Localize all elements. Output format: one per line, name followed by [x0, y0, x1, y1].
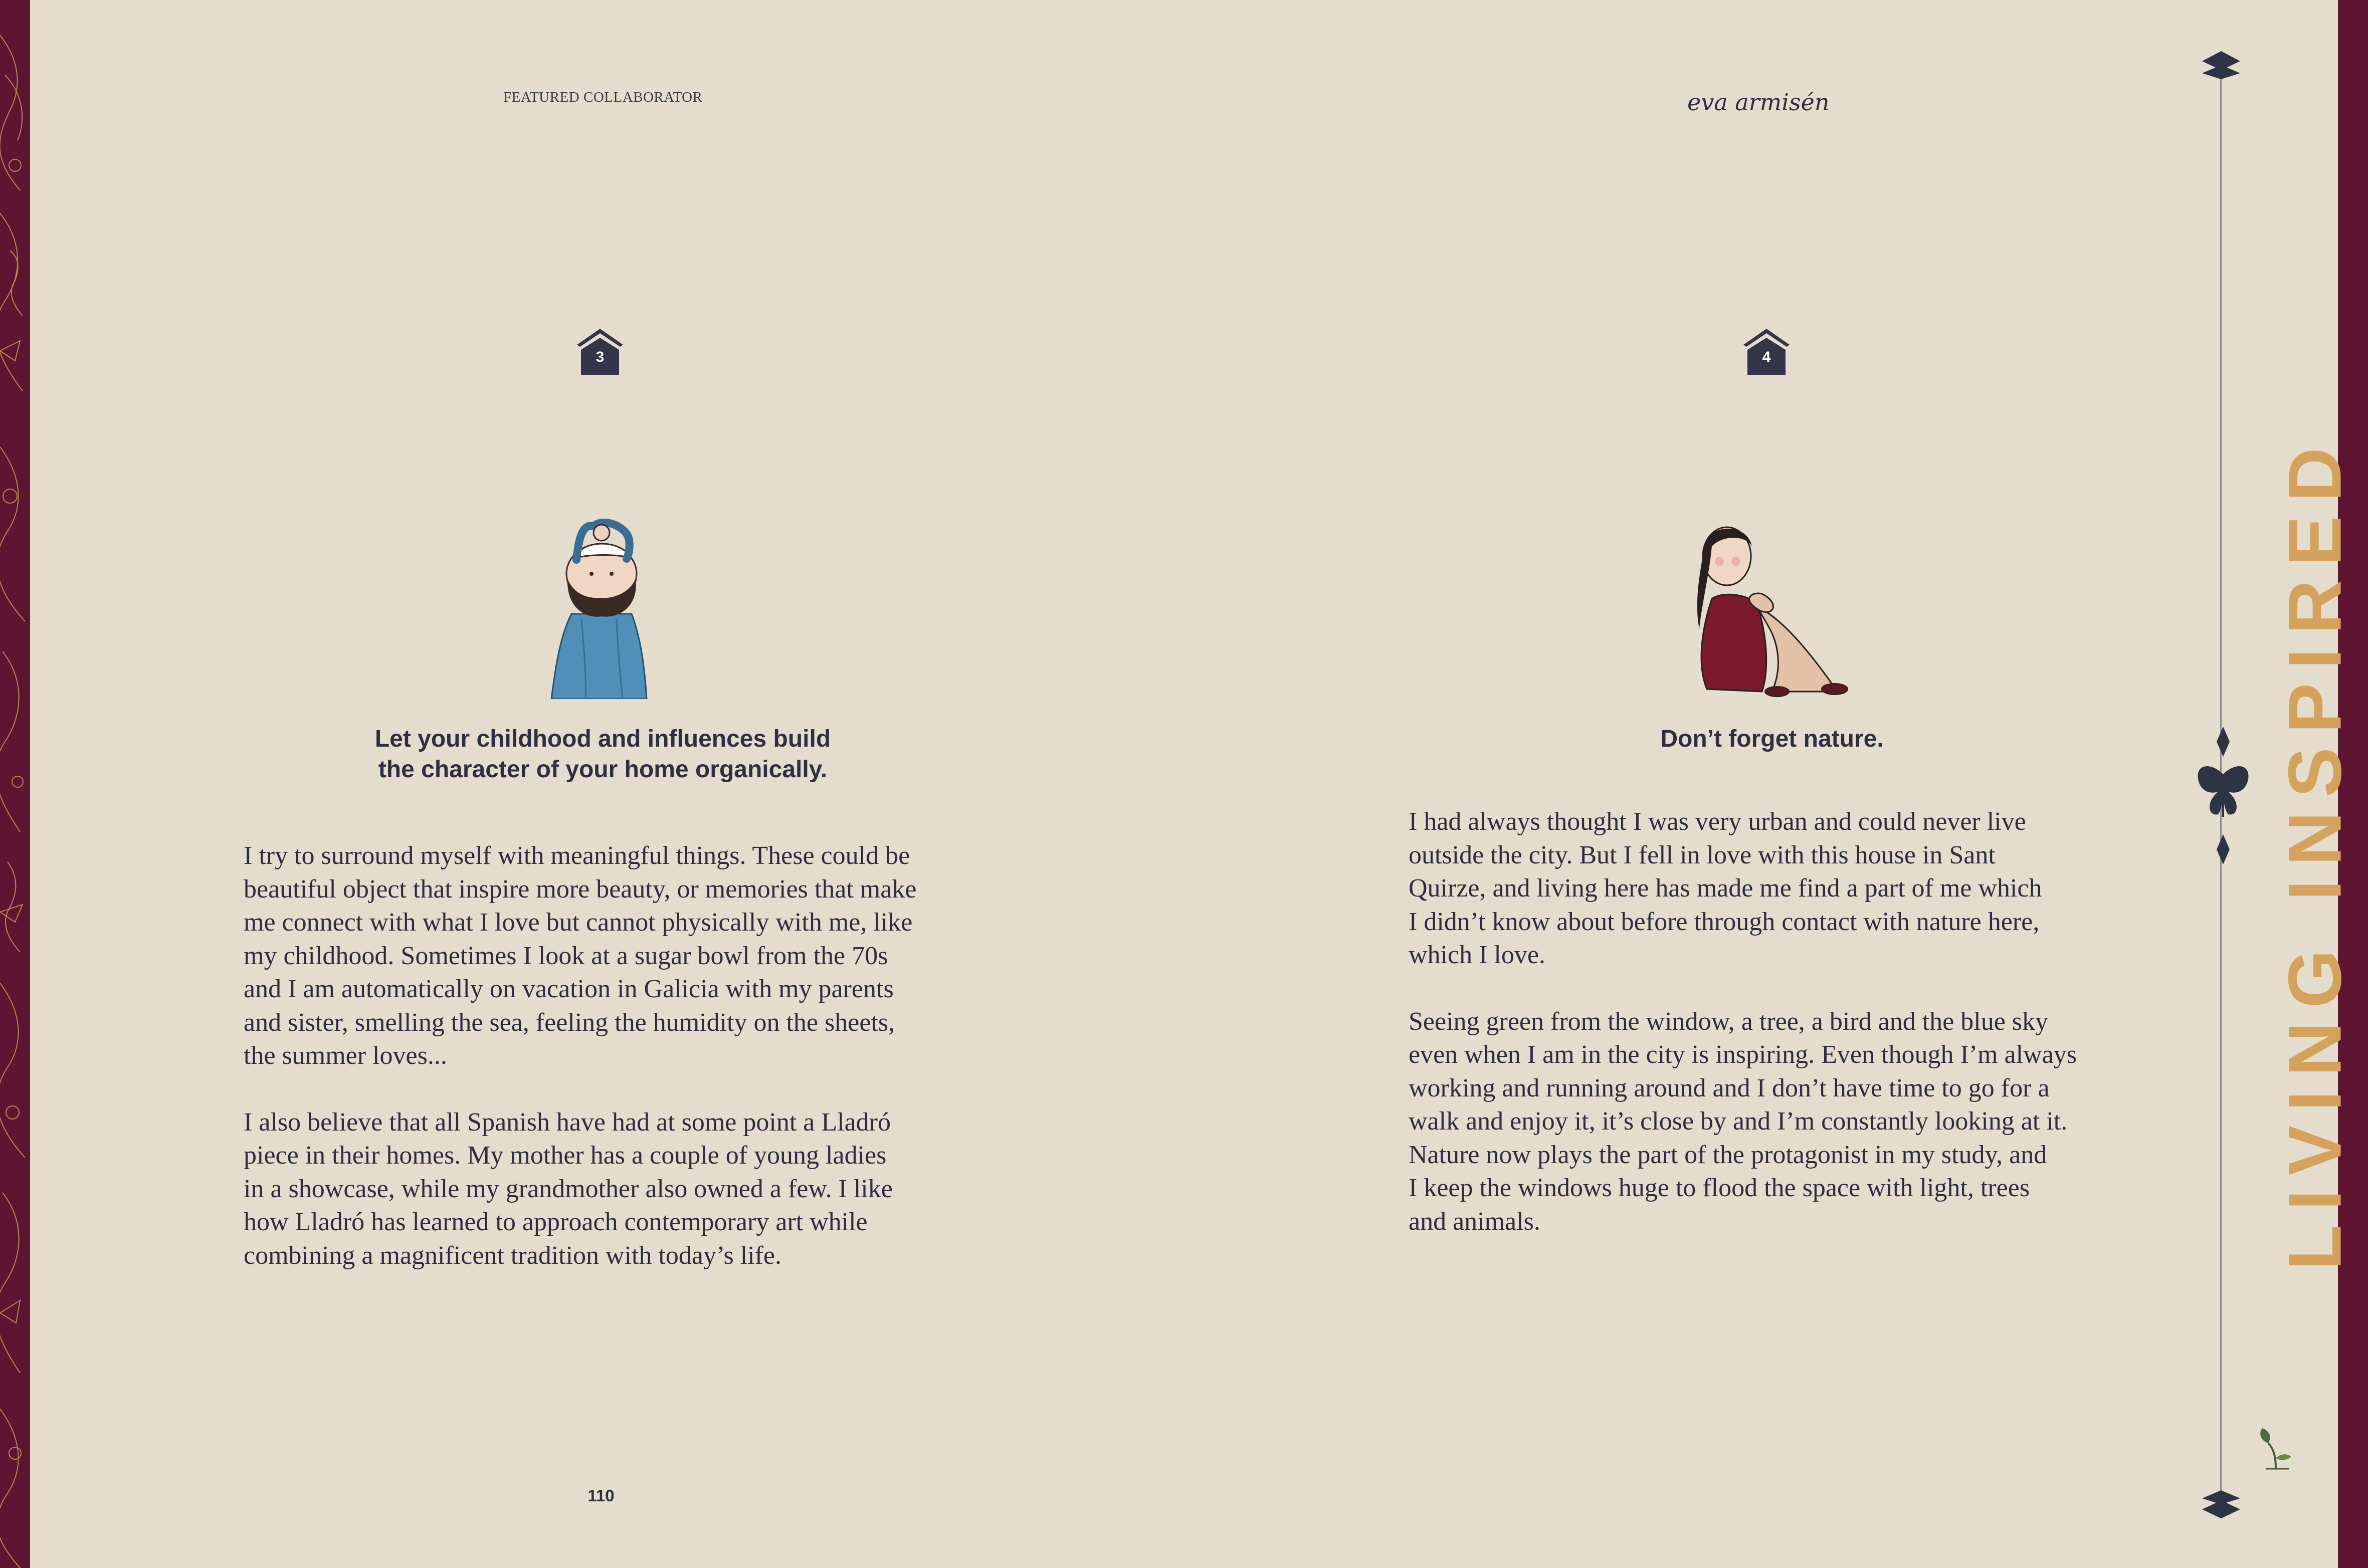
- svg-text:eva armisén: eva armisén: [1687, 89, 1830, 116]
- left-heading-line: Let your childhood and influences build: [374, 726, 831, 752]
- page-number: 110: [587, 1486, 615, 1505]
- woman-illustration: [1682, 519, 1852, 699]
- left-floral-band: [0, 0, 30, 1568]
- vertical-title-text: LIVING INSPIRED: [2272, 433, 2357, 1271]
- left-heading: [281, 724, 925, 785]
- floral-pattern-icon: [0, 0, 30, 1568]
- paragraph: I also believe that all Spanish have had at some point a Lladró piece in their homes. My mother has a couple of young ladies in a showcase, while my grandmother also owned a few. I like how Lladró has learned to approach contemporary art while combining a magnificent tradition with today’s life.: [244, 1107, 893, 1270]
- paragraph: Seeing green from the window, a tree, a bird and the blue sky even when I am in the city is inspiring. Even though I’m always working and running around and I don’t have time to go for a walk and enjoy it, it’s close by and I’m constantly looking at it. Nature now plays the part of the protagonist in my study, and I keep the windows huge to flood the space with light, trees and animals.: [1409, 1007, 2077, 1236]
- paragraph: I try to surround myself with meaningful things. These could be beautiful object that inspire more beauty, or memories that make me connect with what I love but cannot physically with me, like my childhood. Sometimes I look at a sugar bowl from the 70s and I am automatically on vacation in Galicia with my parents and sister, smelling the sea, feeling the humidity on the sheets, the summer loves...: [244, 841, 917, 1070]
- tip-number-badge: [577, 327, 623, 375]
- tip-number: 4: [1762, 349, 1771, 365]
- diamond-icon: [2201, 1489, 2241, 1519]
- left-heading-line: the character of your home organically.: [378, 756, 828, 783]
- child-illustration: [531, 519, 662, 699]
- butterfly-icon: [2196, 727, 2251, 864]
- section-label: FEATURED COLLABORATOR: [503, 89, 703, 105]
- left-body: [244, 839, 975, 1305]
- right-heading: Don’t forget nature.: [1660, 726, 1884, 752]
- paragraph: I had always thought I was very urban and could never live outside the city. But I fell in love with this house in Sant Quirze, and living here has made me find a part of me which I didn’t know about before through contact with nature here, which I love.: [1409, 807, 2042, 969]
- right-body: [1409, 805, 2145, 1271]
- tip-number: 3: [596, 349, 605, 365]
- diamond-icon: [2201, 50, 2241, 80]
- artist-signature: [1685, 85, 1851, 120]
- tip-number-badge: [1743, 327, 1790, 375]
- sprout-icon: [2258, 1426, 2293, 1471]
